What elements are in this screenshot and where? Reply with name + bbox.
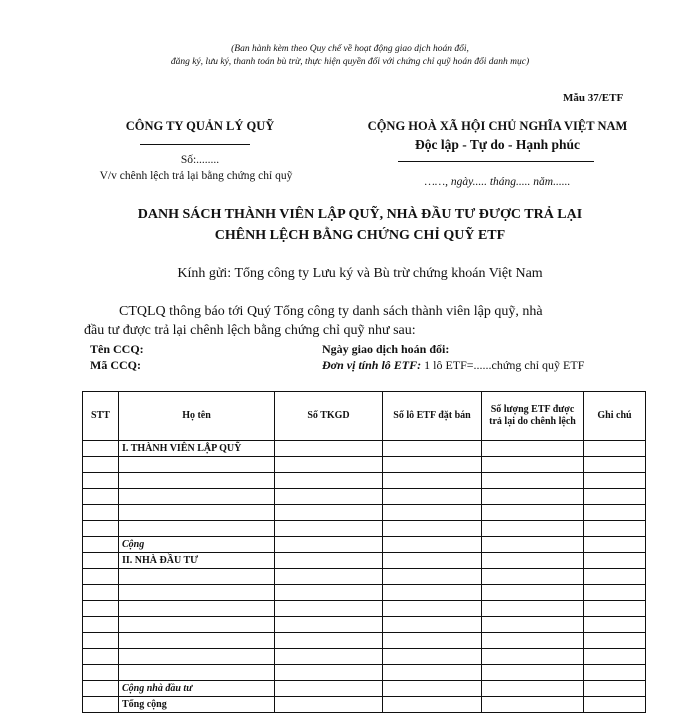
company-underline (140, 144, 250, 145)
table-row (83, 569, 646, 585)
section-investors-label: II. NHÀ ĐẦU TƯ (119, 553, 275, 569)
table-row (83, 457, 646, 473)
regulation-note-line2: đăng ký, lưu ký, thanh toán bù trừ, thực hiện quyền đối với chứng chỉ quỹ hoán đổi danh mục) (170, 57, 530, 67)
date-line: ……, ngày..... tháng..... năm...... (424, 176, 571, 188)
member-investor-table (82, 391, 646, 713)
col-header-name: Họ tên (119, 392, 275, 441)
section-row-members (83, 441, 646, 457)
table-row (83, 601, 646, 617)
document-subject: V/v chênh lệch trả lại bằng chứng chỉ quỹ (99, 170, 293, 182)
grand-total-row (83, 697, 646, 713)
table-row (83, 505, 646, 521)
table-row (83, 665, 646, 681)
intro-line1: CTQLQ thông báo tới Quý Tổng công ty danh sách thành viên lập quỹ, nhà (119, 304, 543, 319)
table-row (83, 617, 646, 633)
recipient: Kính gửi: Tổng công ty Lưu ký và Bù trừ chứng khoán Việt Nam (177, 266, 543, 281)
company-name: CÔNG TY QUẢN LÝ QUỸ (125, 119, 275, 133)
national-motto: Độc lập - Tự do - Hạnh phúc (414, 137, 581, 152)
col-header-notes: Ghi chú (584, 392, 646, 441)
regulation-note-line1: (Ban hành kèm theo Quy chế về hoạt động giao dịch hoán đổi, (231, 44, 469, 54)
subtotal-investors-label: Cộng nhà đầu tư (119, 681, 275, 697)
subtotal-members-label: Cộng (119, 537, 275, 553)
document-number: Số:........ (180, 154, 220, 166)
nation-name: CỘNG HOÀ XÃ HỘI CHỦ NGHĨA VIỆT NAM (367, 119, 628, 133)
title-line2: CHÊNH LỆCH BẰNG CHỨNG CHỈ QUỸ ETF (214, 228, 506, 243)
table-row (83, 521, 646, 537)
table-row (83, 585, 646, 601)
intro-line2: đầu tư được trả lại chênh lệch bằng chứng chỉ quỹ như sau: (84, 323, 416, 338)
col-header-lots: Số lô ETF đặt bán (383, 392, 482, 441)
col-header-stt: STT (83, 392, 119, 441)
ccq-name-label: Tên CCQ: (90, 342, 144, 356)
section-members-label: I. THÀNH VIÊN LẬP QUỸ (119, 441, 275, 457)
grand-total-label: Tổng cộng (119, 697, 275, 713)
subtotal-row-investors (83, 681, 646, 697)
section-row-investors (83, 553, 646, 569)
trade-date-label: Ngày giao dịch hoán đổi: (322, 342, 450, 356)
table-row (83, 649, 646, 665)
title-line1: DANH SÁCH THÀNH VIÊN LẬP QUỸ, NHÀ ĐẦU TƯ ĐƯỢC TRẢ LẠI (137, 207, 583, 222)
subtotal-row-members (83, 537, 646, 553)
lot-unit-line (322, 358, 584, 373)
col-header-account: Số TKGD (275, 392, 383, 441)
motto-underline (398, 161, 594, 162)
lot-unit-label: Đơn vị tính lô ETF: (322, 358, 422, 372)
table-row (83, 473, 646, 489)
ccq-code-label: Mã CCQ: (90, 358, 141, 372)
form-code: Mẫu 37/ETF (563, 92, 624, 104)
col-header-returned-qty: Số lượng ETF được trả lại do chênh lệch (482, 392, 584, 441)
table-header-row (83, 392, 646, 441)
table-row (83, 633, 646, 649)
table-row (83, 489, 646, 505)
lot-unit-value: 1 lô ETF=......chứng chỉ quỹ ETF (421, 358, 585, 372)
